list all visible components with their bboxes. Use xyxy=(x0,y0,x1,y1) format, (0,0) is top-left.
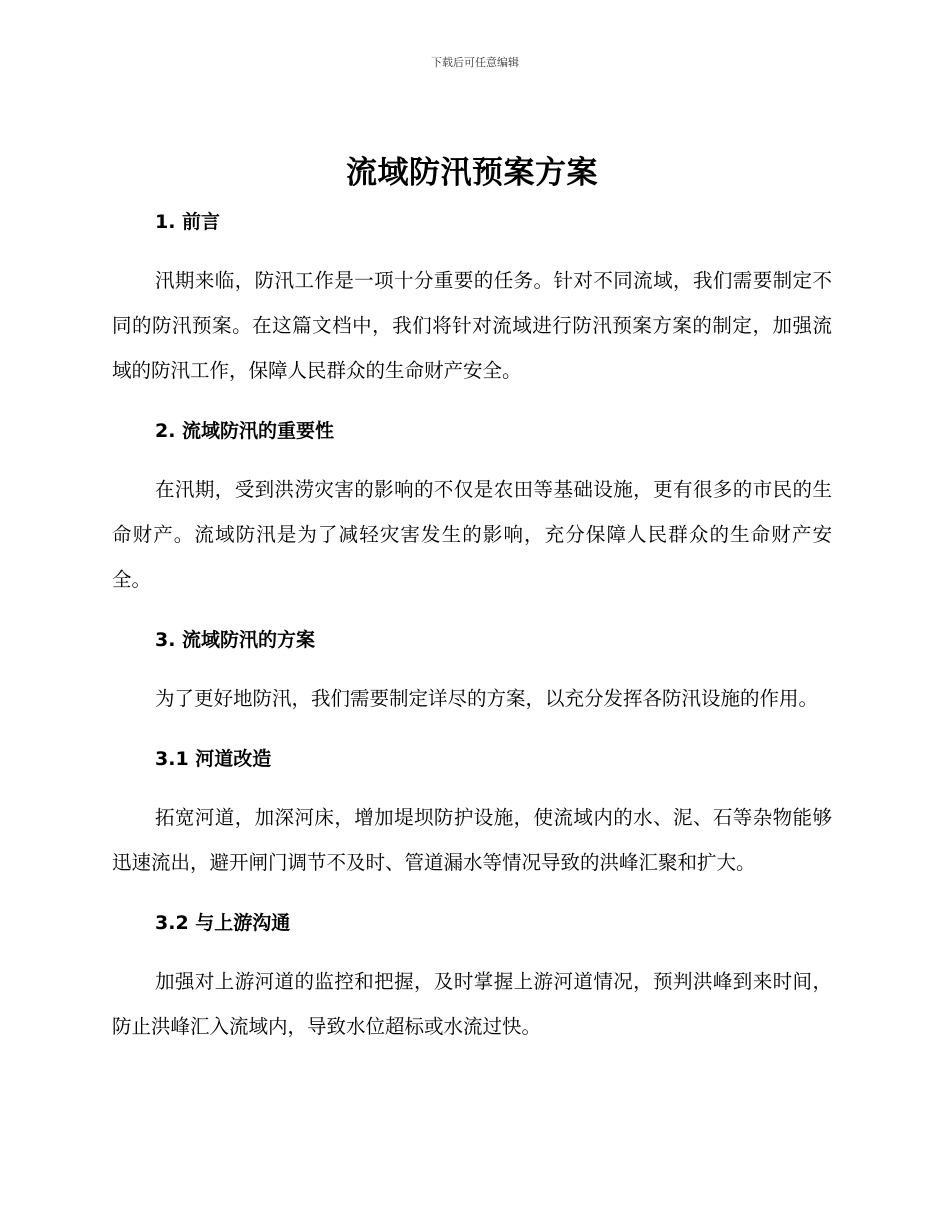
section-paragraph-preface: 汛期来临，防汛工作是一项十分重要的任务。针对不同流域，我们需要制定不同的防汛预案。在这篇文档中，我们将针对流域进行防汛预案方案的制定，加强流域的防汛工作，保障人民群众的生命财产安全。 xyxy=(112,269,832,382)
document-title: 流域防汛预案方案 xyxy=(346,155,598,191)
section-heading-upstream-communication: 3.2 与上游沟通 xyxy=(155,912,291,934)
section-heading-plan: 3. 流域防汛的方案 xyxy=(155,629,316,651)
section-heading-preface: 1. 前言 xyxy=(155,211,221,233)
header-note: 下载后可任意编辑 xyxy=(431,56,519,69)
section-heading-river-renovation: 3.1 河道改造 xyxy=(155,748,272,770)
section-paragraph-upstream-communication: 加强对上游河道的监控和把握，及时掌握上游河道情况，预判洪峰到来时间，防止洪峰汇入流域内，导致水位超标或水流过快。 xyxy=(112,970,832,1038)
section-heading-importance: 2. 流域防汛的重要性 xyxy=(155,420,335,442)
section-paragraph-plan: 为了更好地防汛，我们需要制定详尽的方案，以充分发挥各防汛设施的作用。 xyxy=(155,687,819,710)
section-paragraph-importance: 在汛期，受到洪涝灾害的影响的不仅是农田等基础设施，更有很多的市民的生命财产。流域防汛是为了减轻灾害发生的影响，充分保障人民群众的生命财产安全。 xyxy=(112,478,832,591)
document-body xyxy=(112,150,832,1049)
section-paragraph-river-renovation: 拓宽河道，加深河床，增加堤坝防护设施，使流域内的水、泥、石等杂物能够迅速流出，避开闸门调节不及时、管道漏水等情况导致的洪峰汇聚和扩大。 xyxy=(112,806,832,874)
